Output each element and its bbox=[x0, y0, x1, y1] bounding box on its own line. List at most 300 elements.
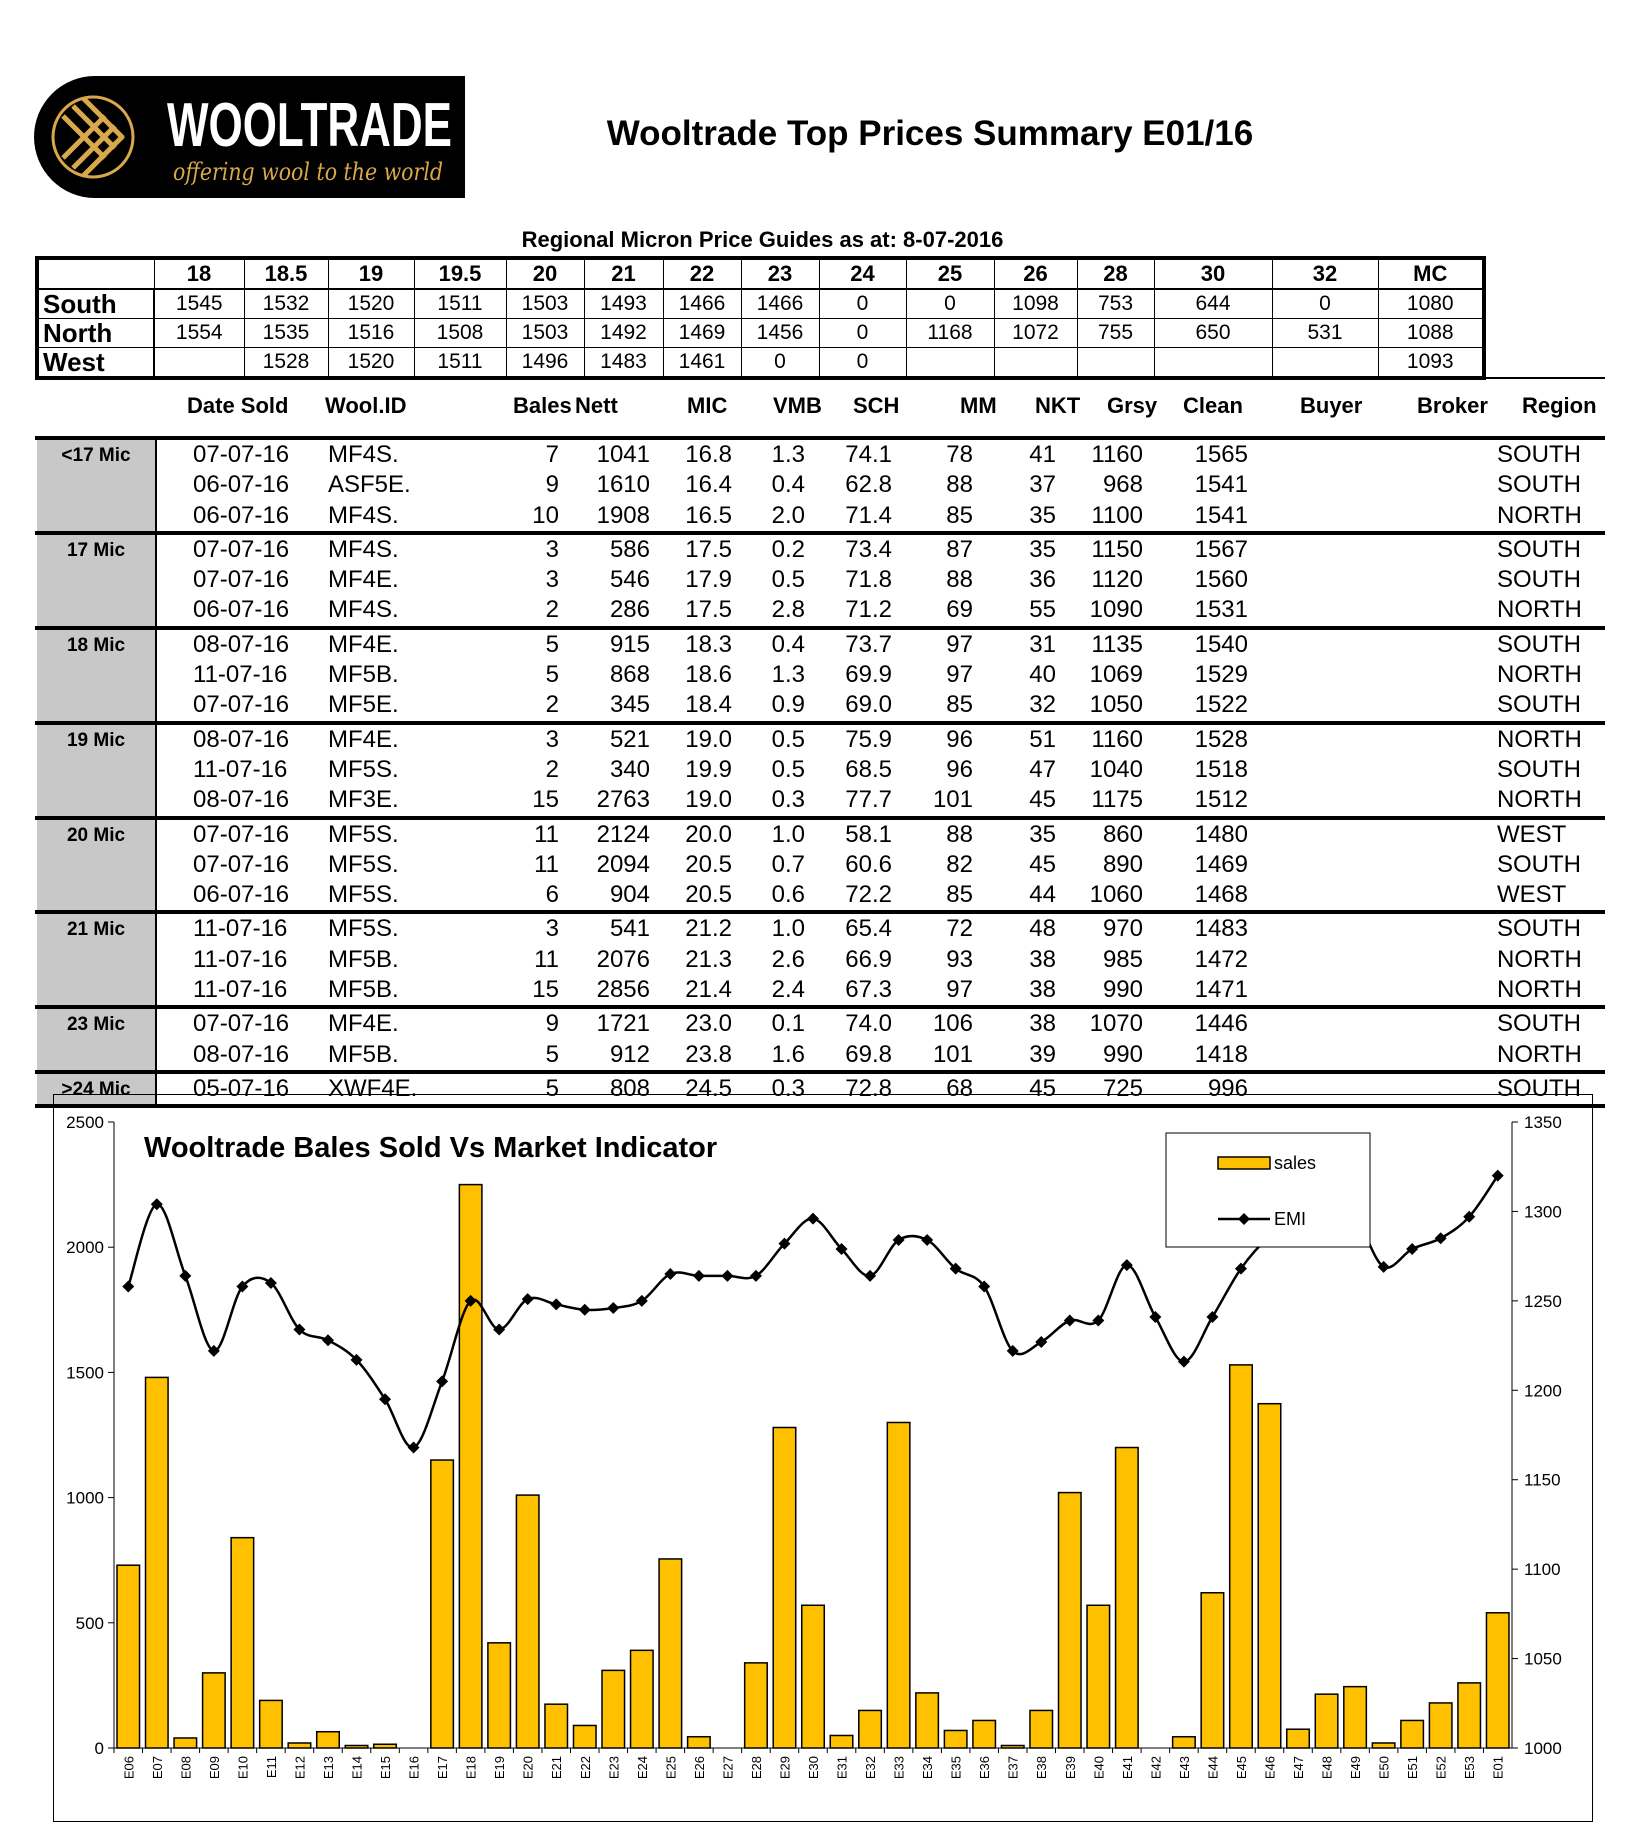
table-cell: 345 bbox=[609, 691, 650, 719]
table-cell: XWF4E. bbox=[328, 1074, 418, 1102]
x-tick-label: E23 bbox=[606, 1756, 622, 1780]
table-cell: MF4E. bbox=[328, 725, 399, 753]
table-row bbox=[35, 785, 1605, 815]
table-cell: 0.4 bbox=[771, 630, 805, 658]
table-cell: 38 bbox=[1029, 945, 1056, 973]
price-guide-cell: 753 bbox=[1077, 289, 1154, 319]
price-guide-cell bbox=[906, 348, 994, 379]
x-tick-label: E16 bbox=[406, 1756, 422, 1780]
table-cell: 18.3 bbox=[685, 630, 732, 658]
table-cell: 97 bbox=[946, 976, 973, 1004]
top-prices-col-header: NKT bbox=[1035, 393, 1081, 418]
logo-tagline: offering wool to the world bbox=[173, 158, 443, 186]
table-cell: 1565 bbox=[1194, 441, 1248, 468]
top-prices-group bbox=[35, 1005, 1605, 1070]
price-guide-corner bbox=[37, 258, 154, 289]
price-guide-cell: 1496 bbox=[506, 348, 584, 379]
left-tick-label: 2500 bbox=[66, 1113, 104, 1132]
price-guide-cell: 0 bbox=[1272, 289, 1378, 319]
x-tick-label: E51 bbox=[1405, 1756, 1421, 1780]
micron-group-text: 20 Mic bbox=[66, 824, 126, 846]
price-guide-cell: 1098 bbox=[994, 289, 1077, 319]
price-guide-region-label: South bbox=[37, 289, 154, 319]
table-cell: 2.4 bbox=[771, 976, 805, 1004]
sales-bar bbox=[830, 1735, 853, 1748]
table-row bbox=[35, 914, 1605, 944]
x-tick-label: E28 bbox=[748, 1756, 764, 1780]
price-guide-cell: 0 bbox=[819, 289, 906, 319]
table-cell: 17.9 bbox=[685, 566, 732, 594]
sales-bar bbox=[488, 1643, 511, 1748]
table-cell: 11-07-16 bbox=[193, 755, 288, 783]
table-row bbox=[35, 630, 1605, 660]
right-tick-label: 1200 bbox=[1524, 1381, 1562, 1401]
sales-bar bbox=[859, 1710, 882, 1748]
table-cell: 23.0 bbox=[685, 1010, 732, 1038]
table-cell: NORTH bbox=[1497, 1040, 1582, 1068]
sales-bar bbox=[260, 1700, 283, 1748]
table-cell: SOUTH bbox=[1497, 566, 1581, 594]
top-prices-col-header: Broker bbox=[1417, 393, 1488, 418]
table-cell: MF5S. bbox=[328, 915, 399, 943]
price-guide-row-north bbox=[37, 319, 1484, 348]
table-cell: 68.5 bbox=[845, 755, 892, 783]
x-tick-label: E52 bbox=[1433, 1756, 1449, 1780]
price-guide-cell bbox=[1272, 348, 1378, 379]
table-cell: MF4E. bbox=[328, 566, 399, 594]
emi-point bbox=[579, 1304, 591, 1316]
table-cell: 912 bbox=[609, 1040, 650, 1068]
micron-group-text: 19 Mic bbox=[66, 729, 126, 751]
x-tick-label: E36 bbox=[977, 1756, 993, 1780]
sales-bar bbox=[659, 1559, 682, 1748]
table-row bbox=[35, 501, 1605, 531]
x-tick-label: E50 bbox=[1376, 1756, 1392, 1780]
table-cell: 07-07-16 bbox=[193, 441, 290, 468]
top-prices-col-header: Grsy bbox=[1107, 393, 1158, 418]
table-cell: 35 bbox=[1029, 501, 1056, 529]
table-cell: 915 bbox=[609, 630, 650, 658]
x-tick-label: E53 bbox=[1462, 1756, 1478, 1780]
divider bbox=[35, 377, 1605, 379]
table-cell: 85 bbox=[946, 501, 973, 529]
x-tick-label: E08 bbox=[178, 1756, 194, 1780]
table-cell: 16.4 bbox=[685, 471, 732, 499]
x-tick-label: E35 bbox=[948, 1756, 964, 1780]
x-tick-label: E40 bbox=[1091, 1756, 1107, 1780]
top-prices-col-header: VMB bbox=[773, 393, 822, 418]
top-prices-col-header: SCH bbox=[853, 393, 900, 418]
x-tick-label: E19 bbox=[492, 1756, 508, 1780]
price-guide-cell: 1456 bbox=[741, 319, 819, 348]
sales-bar bbox=[1116, 1448, 1139, 1748]
x-tick-label: E27 bbox=[720, 1756, 736, 1780]
price-guide-cell: 1516 bbox=[328, 319, 414, 348]
table-cell: 1541 bbox=[1194, 501, 1248, 529]
table-cell: 88 bbox=[946, 566, 973, 594]
table-cell: 44 bbox=[1029, 881, 1056, 909]
table-cell: 97 bbox=[946, 630, 973, 658]
price-guide-cell: 1072 bbox=[994, 319, 1077, 348]
table-cell: 11 bbox=[534, 820, 559, 848]
x-tick-label: E48 bbox=[1319, 1756, 1335, 1780]
left-tick-label: 500 bbox=[75, 1613, 104, 1633]
table-cell: 546 bbox=[609, 566, 650, 594]
x-tick-label: E43 bbox=[1176, 1756, 1192, 1780]
table-cell: 985 bbox=[1102, 945, 1143, 973]
table-cell: 11-07-16 bbox=[193, 976, 288, 1004]
x-tick-label: E18 bbox=[463, 1756, 479, 1780]
table-row bbox=[35, 725, 1605, 755]
table-cell: 1531 bbox=[1194, 596, 1248, 624]
table-cell: 85 bbox=[946, 881, 973, 909]
x-tick-label: E39 bbox=[1062, 1756, 1078, 1780]
table-cell: 78 bbox=[946, 441, 973, 468]
x-tick-label: E13 bbox=[320, 1756, 336, 1780]
table-cell: 2 bbox=[545, 755, 559, 783]
table-cell: 904 bbox=[609, 881, 650, 909]
table-cell: 07-07-16 bbox=[193, 1010, 290, 1038]
x-tick-label: E44 bbox=[1205, 1756, 1221, 1780]
emi-point bbox=[1206, 1311, 1218, 1323]
sales-bar bbox=[374, 1744, 397, 1748]
table-cell: 1050 bbox=[1089, 691, 1143, 719]
top-prices-table bbox=[35, 436, 1605, 1108]
emi-point bbox=[1435, 1232, 1447, 1244]
x-tick-label: E37 bbox=[1005, 1756, 1021, 1780]
table-cell: 18.6 bbox=[685, 661, 732, 689]
x-tick-label: E32 bbox=[863, 1756, 879, 1780]
top-prices-col-header: Clean bbox=[1183, 393, 1243, 418]
table-cell: MF3E. bbox=[328, 786, 399, 814]
table-cell: 88 bbox=[946, 471, 973, 499]
table-cell: 31 bbox=[1029, 630, 1056, 658]
table-cell: 541 bbox=[609, 915, 650, 943]
table-cell: 82 bbox=[946, 850, 973, 878]
top-prices-group bbox=[35, 816, 1605, 911]
table-cell: 35 bbox=[1029, 535, 1056, 563]
price-guide-cell: 531 bbox=[1272, 319, 1378, 348]
sales-bar bbox=[573, 1725, 596, 1748]
sales-bar bbox=[802, 1605, 825, 1748]
x-tick-label: E07 bbox=[149, 1756, 165, 1780]
table-cell: SOUTH bbox=[1497, 915, 1581, 943]
sales-bar bbox=[602, 1670, 625, 1748]
price-guide-cell: 1492 bbox=[584, 319, 663, 348]
price-guide-cell bbox=[994, 348, 1077, 379]
sales-bar bbox=[973, 1720, 996, 1748]
table-cell: 1560 bbox=[1194, 566, 1248, 594]
table-row bbox=[35, 470, 1605, 500]
table-cell: 0.5 bbox=[771, 566, 805, 594]
table-cell: 72 bbox=[946, 915, 973, 943]
chart-title: Wooltrade Bales Sold Vs Market Indicator bbox=[144, 1132, 718, 1164]
top-prices-header bbox=[35, 393, 1605, 433]
sales-bar bbox=[431, 1460, 454, 1748]
price-guide-cell: 1554 bbox=[154, 319, 244, 348]
table-cell: 2763 bbox=[596, 786, 650, 814]
price-guide-table bbox=[35, 256, 1486, 380]
x-tick-label: E17 bbox=[435, 1756, 451, 1780]
table-cell: 9 bbox=[545, 1010, 559, 1038]
table-cell: 860 bbox=[1102, 820, 1143, 848]
top-prices-group bbox=[35, 626, 1605, 721]
table-cell: MF5S. bbox=[328, 820, 399, 848]
table-cell: 1567 bbox=[1194, 535, 1248, 563]
table-cell: 1471 bbox=[1194, 976, 1248, 1004]
price-guide-cell: 1532 bbox=[244, 289, 328, 319]
sales-bar bbox=[1059, 1493, 1082, 1748]
table-cell: 106 bbox=[932, 1010, 973, 1038]
right-tick-label: 1000 bbox=[1524, 1739, 1562, 1758]
price-guide-col-header: 21 bbox=[584, 258, 663, 289]
top-prices-col-header: Nett bbox=[575, 393, 618, 418]
table-cell: 725 bbox=[1102, 1074, 1143, 1102]
x-tick-label: E06 bbox=[121, 1756, 137, 1780]
table-cell: NORTH bbox=[1497, 501, 1582, 529]
x-tick-label: E42 bbox=[1148, 1756, 1164, 1780]
top-prices-group bbox=[35, 436, 1605, 531]
table-cell: 5 bbox=[545, 630, 559, 658]
table-cell: 1120 bbox=[1091, 566, 1143, 594]
sales-bar bbox=[1230, 1365, 1253, 1748]
price-guide-col-header: 19 bbox=[328, 258, 414, 289]
emi-point bbox=[607, 1302, 619, 1314]
x-tick-label: E09 bbox=[206, 1756, 222, 1780]
table-cell: 07-07-16 bbox=[193, 820, 290, 848]
legend-sales-swatch bbox=[1218, 1157, 1270, 1169]
table-cell: 0.4 bbox=[771, 471, 805, 499]
sales-bar bbox=[231, 1538, 254, 1748]
table-cell: 1069 bbox=[1089, 661, 1143, 689]
table-cell: 1160 bbox=[1091, 725, 1143, 753]
table-cell: 3 bbox=[545, 915, 559, 943]
table-cell: 39 bbox=[1029, 1040, 1056, 1068]
price-guide-cell: 1466 bbox=[741, 289, 819, 319]
price-guide-col-header: 25 bbox=[906, 258, 994, 289]
table-cell: 11 bbox=[534, 850, 559, 878]
price-guide-row-south bbox=[37, 289, 1484, 319]
table-cell: 1090 bbox=[1089, 596, 1143, 624]
table-cell: 0.9 bbox=[771, 691, 805, 719]
price-guide-cell: 1508 bbox=[414, 319, 506, 348]
table-cell: 69.0 bbox=[845, 691, 892, 719]
price-guide-col-header: 18.5 bbox=[244, 258, 328, 289]
table-cell: 586 bbox=[609, 535, 650, 563]
table-cell: 06-07-16 bbox=[193, 881, 290, 909]
top-prices-group bbox=[35, 531, 1605, 626]
sales-bar bbox=[317, 1732, 340, 1748]
sales-bar bbox=[1344, 1687, 1367, 1748]
table-cell: 35 bbox=[1029, 820, 1056, 848]
table-cell: MF5S. bbox=[328, 755, 399, 783]
price-guide-cell: 1520 bbox=[328, 348, 414, 379]
table-cell: 2.6 bbox=[771, 945, 805, 973]
table-cell: 101 bbox=[932, 1040, 973, 1068]
right-tick-label: 1300 bbox=[1524, 1202, 1562, 1222]
sales-bar bbox=[688, 1737, 711, 1748]
emi-point bbox=[1178, 1356, 1190, 1368]
table-cell: 521 bbox=[609, 725, 650, 753]
table-cell: 23.8 bbox=[685, 1040, 732, 1068]
table-cell: MF4E. bbox=[328, 1010, 399, 1038]
table-cell: 808 bbox=[609, 1074, 650, 1102]
sales-bar bbox=[516, 1495, 539, 1748]
micron-group-text: <17 Mic bbox=[61, 445, 131, 466]
table-cell: 1100 bbox=[1091, 501, 1143, 529]
price-guide-row-west bbox=[37, 348, 1484, 379]
sales-bar bbox=[174, 1738, 197, 1748]
table-cell: 1468 bbox=[1194, 881, 1248, 909]
table-cell: 15 bbox=[532, 976, 559, 1004]
table-cell: 37 bbox=[1029, 471, 1056, 499]
table-cell: 1040 bbox=[1089, 755, 1143, 783]
table-row bbox=[35, 660, 1605, 690]
price-guide-col-header: 19.5 bbox=[414, 258, 506, 289]
price-guide-cell: 1503 bbox=[506, 289, 584, 319]
legend-sales-label: sales bbox=[1274, 1153, 1317, 1173]
x-tick-label: E46 bbox=[1262, 1756, 1278, 1780]
sales-bar bbox=[887, 1422, 910, 1748]
table-cell: 77.7 bbox=[845, 786, 892, 814]
table-cell: 1518 bbox=[1194, 755, 1248, 783]
table-cell: NORTH bbox=[1497, 786, 1582, 814]
table-cell: 66.9 bbox=[845, 945, 892, 973]
price-guide-cell: 1511 bbox=[414, 348, 506, 379]
left-tick-label: 0 bbox=[94, 1739, 104, 1758]
table-cell: 74.1 bbox=[845, 441, 892, 468]
x-tick-label: E49 bbox=[1348, 1756, 1364, 1780]
price-guide-col-header: 28 bbox=[1077, 258, 1154, 289]
right-tick-label: 1250 bbox=[1524, 1291, 1562, 1311]
table-cell: 38 bbox=[1029, 976, 1056, 1004]
emi-point bbox=[322, 1334, 334, 1346]
right-tick-label: 1050 bbox=[1524, 1649, 1562, 1669]
table-cell: 970 bbox=[1102, 915, 1143, 943]
table-cell: 7 bbox=[545, 441, 559, 468]
table-cell: 990 bbox=[1102, 976, 1143, 1004]
sales-bar bbox=[1458, 1683, 1481, 1748]
sales-bar bbox=[1173, 1737, 1196, 1748]
table-cell: WEST bbox=[1497, 881, 1567, 909]
table-cell: SOUTH bbox=[1497, 441, 1581, 468]
price-guide-cell: 1511 bbox=[414, 289, 506, 319]
sales-bar bbox=[1372, 1743, 1395, 1748]
price-guide-cell: 755 bbox=[1077, 319, 1154, 348]
table-cell: 60.6 bbox=[845, 850, 892, 878]
table-cell: 990 bbox=[1102, 1040, 1143, 1068]
table-cell: 11-07-16 bbox=[193, 661, 288, 689]
table-cell: 3 bbox=[545, 725, 559, 753]
emi-point bbox=[1149, 1311, 1161, 1323]
legend-emi-label: EMI bbox=[1274, 1209, 1307, 1229]
x-tick-label: E22 bbox=[577, 1756, 593, 1780]
page-title: Wooltrade Top Prices Summary E01/16 bbox=[606, 114, 1254, 153]
table-cell: 87 bbox=[946, 535, 973, 563]
table-cell: 08-07-16 bbox=[193, 786, 290, 814]
top-prices-group bbox=[35, 910, 1605, 1005]
table-cell: SOUTH bbox=[1497, 630, 1581, 658]
table-cell: 5 bbox=[545, 661, 559, 689]
table-cell: 38 bbox=[1029, 1010, 1056, 1038]
sales-bar bbox=[288, 1743, 311, 1748]
emi-point bbox=[122, 1281, 134, 1293]
table-cell: 69.9 bbox=[845, 661, 892, 689]
table-row bbox=[35, 975, 1605, 1005]
table-cell: 08-07-16 bbox=[193, 725, 290, 753]
sales-bar bbox=[1030, 1710, 1053, 1748]
left-tick-label: 1500 bbox=[66, 1363, 104, 1383]
x-tick-label: E12 bbox=[292, 1756, 308, 1780]
table-cell: 1483 bbox=[1194, 915, 1248, 943]
table-cell: 11-07-16 bbox=[193, 915, 288, 943]
table-cell: 69.8 bbox=[845, 1040, 892, 1068]
table-cell: 1418 bbox=[1194, 1040, 1248, 1068]
x-tick-label: E29 bbox=[777, 1756, 793, 1780]
table-row bbox=[35, 595, 1605, 625]
sales-bar bbox=[1201, 1593, 1224, 1748]
sales-bar bbox=[1258, 1404, 1281, 1748]
table-cell: MF4S. bbox=[328, 501, 399, 529]
table-cell: 85 bbox=[946, 691, 973, 719]
price-guide-region-label: North bbox=[37, 319, 154, 348]
table-cell: 40 bbox=[1029, 661, 1056, 689]
table-cell: 06-07-16 bbox=[193, 501, 290, 529]
table-cell: 2.8 bbox=[771, 596, 805, 624]
table-cell: 1541 bbox=[1194, 471, 1248, 499]
table-cell: MF5B. bbox=[328, 661, 399, 689]
price-guide-cell: 0 bbox=[819, 319, 906, 348]
table-cell: 20.5 bbox=[685, 850, 732, 878]
table-cell: 0.5 bbox=[771, 755, 805, 783]
table-cell: 51 bbox=[1029, 725, 1056, 753]
table-cell: 73.7 bbox=[845, 630, 892, 658]
sales-bar bbox=[1401, 1720, 1424, 1748]
sales-bar bbox=[1486, 1613, 1509, 1748]
table-cell: SOUTH bbox=[1497, 535, 1581, 563]
x-tick-label: E14 bbox=[349, 1756, 365, 1780]
emi-point bbox=[1064, 1315, 1076, 1327]
table-cell: 58.1 bbox=[845, 820, 892, 848]
price-guide-cell: 0 bbox=[819, 348, 906, 379]
table-cell: 36 bbox=[1029, 566, 1056, 594]
top-prices-col-header: Date Sold bbox=[187, 393, 289, 418]
table-cell: 5 bbox=[545, 1040, 559, 1068]
price-guide-cell: 1088 bbox=[1378, 319, 1484, 348]
table-cell: 1610 bbox=[596, 471, 650, 499]
chart-canvas bbox=[54, 1095, 1594, 1823]
table-cell: 1540 bbox=[1194, 630, 1248, 658]
table-cell: 1.0 bbox=[771, 915, 805, 943]
price-guide-cell: 0 bbox=[741, 348, 819, 379]
top-prices-group bbox=[35, 721, 1605, 816]
table-cell: 1160 bbox=[1091, 441, 1143, 468]
price-guide-cell: 0 bbox=[906, 289, 994, 319]
table-cell: 69 bbox=[946, 596, 973, 624]
table-row bbox=[35, 820, 1605, 850]
table-row bbox=[35, 850, 1605, 880]
table-cell: SOUTH bbox=[1497, 1074, 1581, 1102]
table-cell: 1721 bbox=[596, 1010, 650, 1038]
x-tick-label: E01 bbox=[1490, 1756, 1506, 1780]
table-cell: 0.1 bbox=[771, 1010, 805, 1038]
table-cell: 3 bbox=[545, 535, 559, 563]
table-cell: 1469 bbox=[1194, 850, 1248, 878]
table-cell: 16.8 bbox=[685, 441, 732, 468]
price-guide-caption: Regional Micron Price Guides as at: 8-07-2016 bbox=[521, 227, 1004, 252]
right-tick-label: 1350 bbox=[1524, 1113, 1562, 1132]
price-guide-cell: 650 bbox=[1154, 319, 1272, 348]
